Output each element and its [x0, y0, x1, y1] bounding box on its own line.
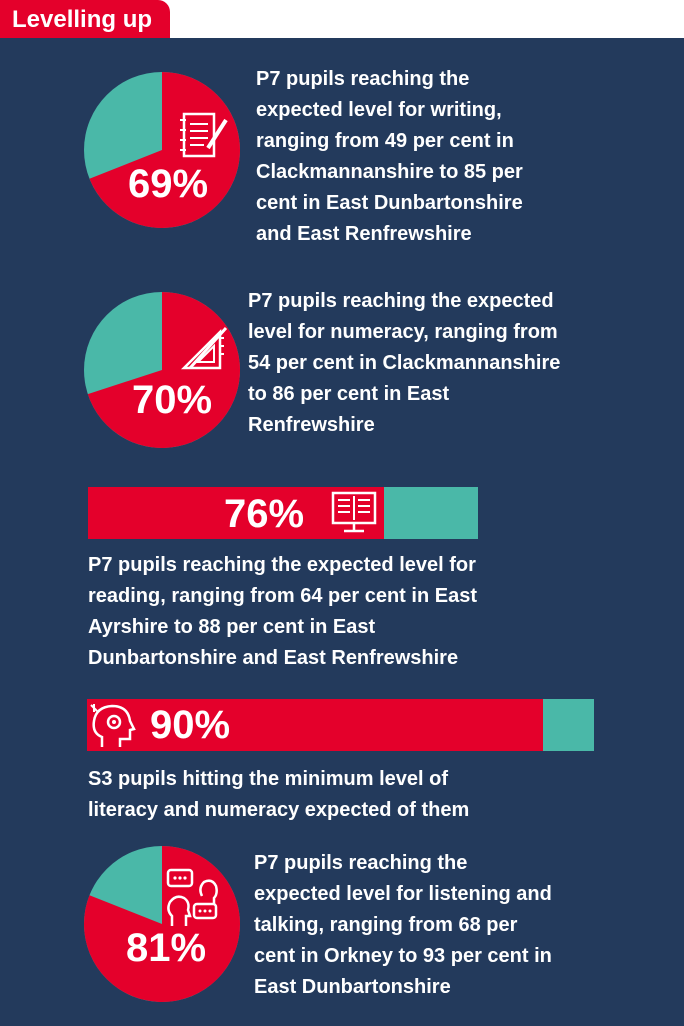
head-gear-icon [88, 701, 140, 749]
set-square-ruler-icon [180, 324, 228, 372]
writing-description: P7 pupils reaching the expected level for writing, ranging from 49 per cent in Clackmannanshire to 85 per cent in East Dunbartonshire and East Renfrewshire [256, 68, 523, 245]
reading-percent-label: 76% [224, 492, 305, 536]
writing-percent-label: 69% [128, 162, 209, 206]
listening-description: P7 pupils reaching the expected level for listening and talking, ranging from 68 per cent in Orkney to 93 per cent in East Dunbartonshire [254, 852, 552, 998]
writing-notebook-icon [178, 108, 230, 164]
literacy-percent-label: 90% [150, 703, 231, 747]
book-screen-icon [330, 490, 378, 534]
listening-percent-label: 81% [126, 926, 207, 970]
reading-description: P7 pupils reaching the expected level for reading, ranging from 64 per cent in East Ayrshire to 88 per cent in East Dunbartonshire and East Renfrewshire [88, 554, 477, 669]
section-tab: Levelling up [0, 0, 170, 40]
numeracy-description: P7 pupils reaching the expected level for numeracy, ranging from 54 per cent in Clackmannanshire to 86 per cent in East Renfrewshire [248, 290, 561, 436]
speech-bubbles-icon [164, 866, 222, 928]
numeracy-percent-label: 70% [132, 378, 213, 422]
literacy-description: S3 pupils hitting the minimum level of literacy and numeracy expected of them [88, 768, 470, 821]
